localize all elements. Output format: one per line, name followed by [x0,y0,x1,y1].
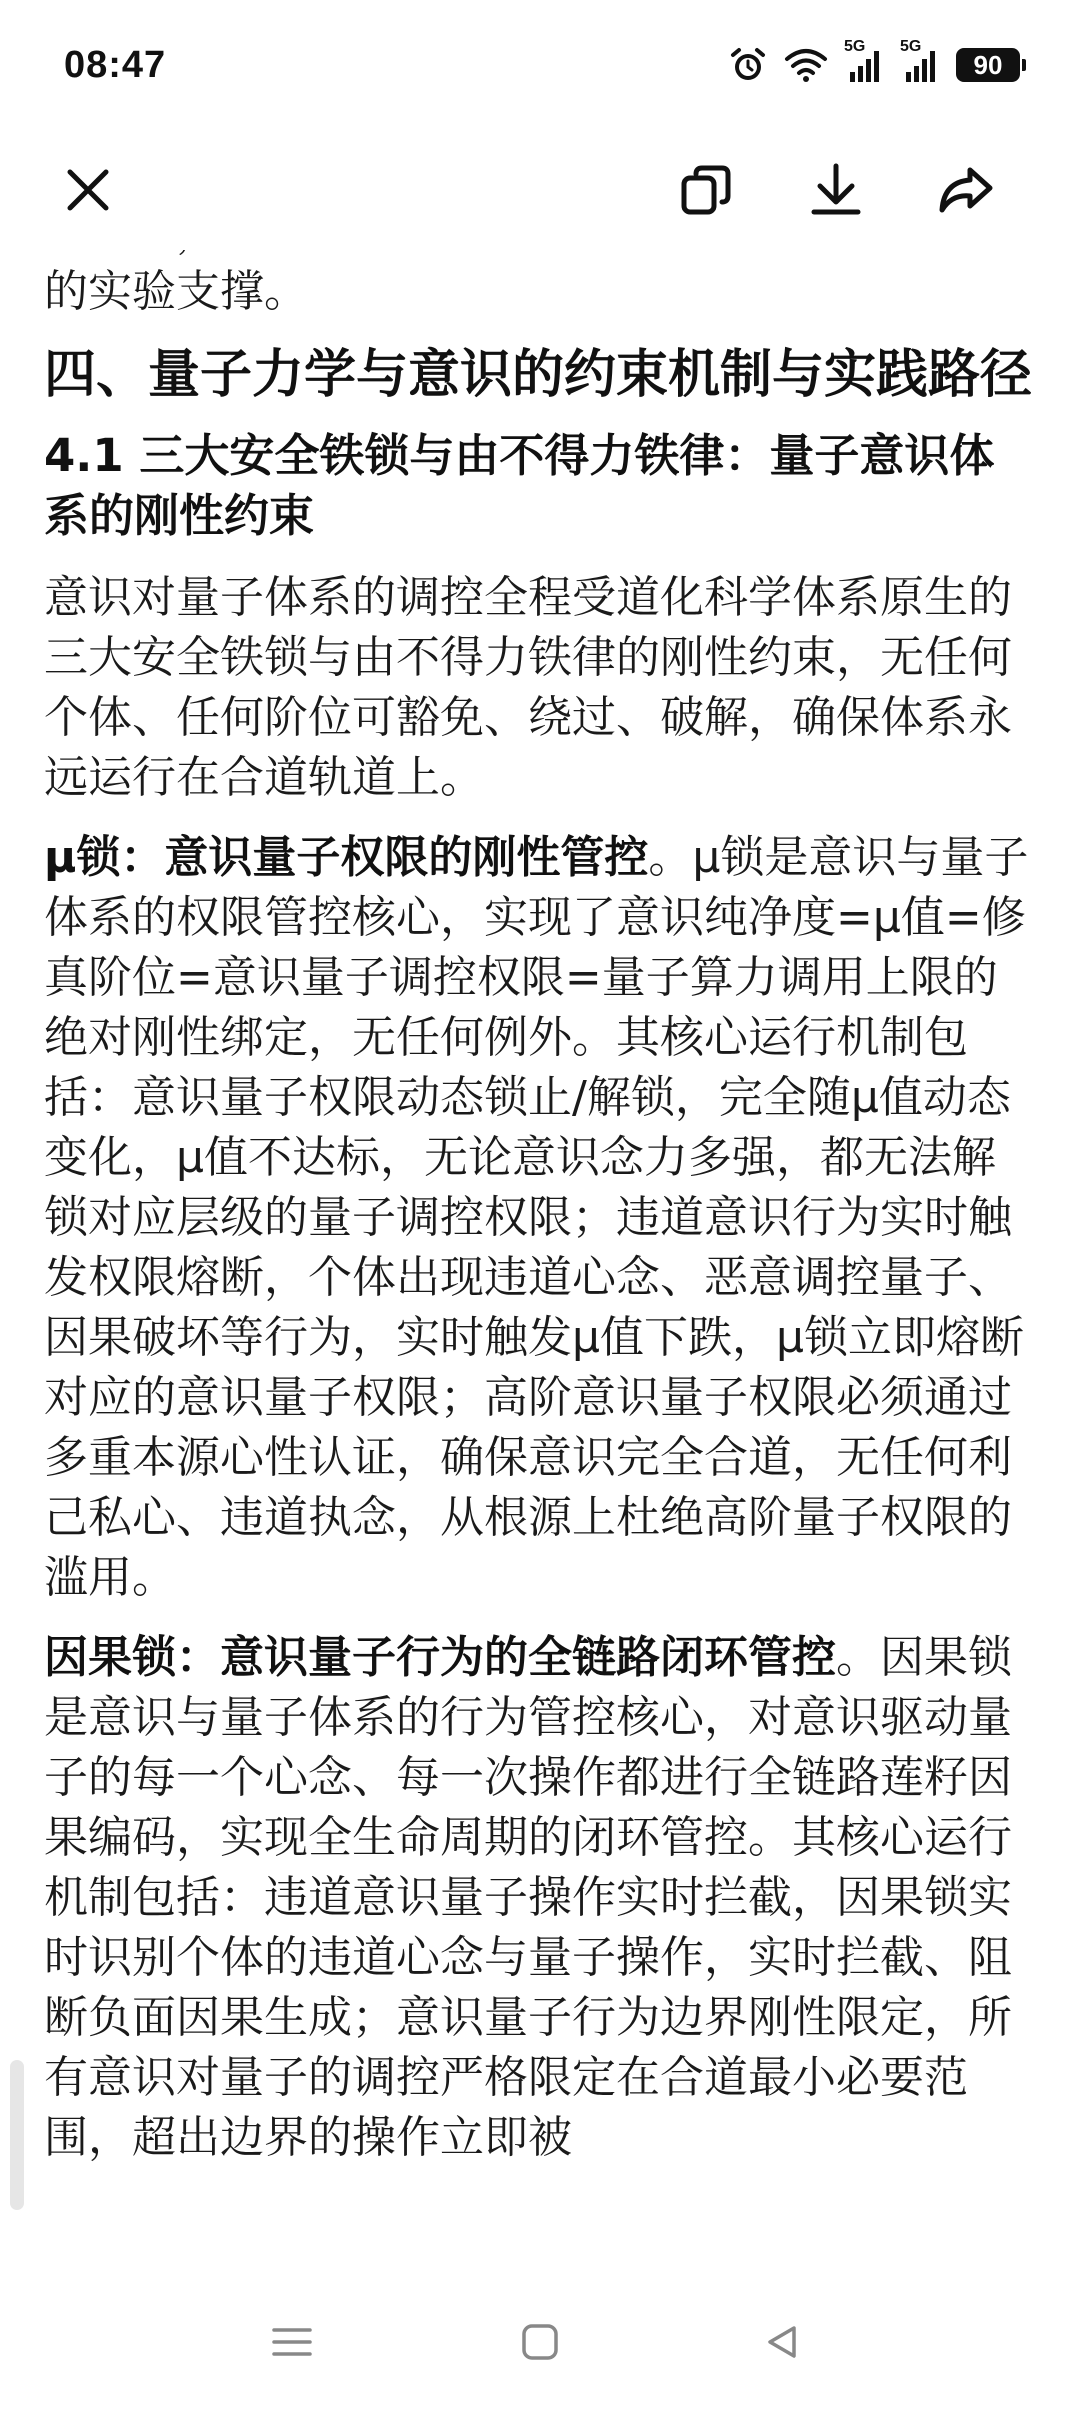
copy-button[interactable] [670,154,742,226]
status-icons [728,38,1020,88]
share-button[interactable] [930,154,1002,226]
back-button[interactable] [752,2312,812,2372]
causal-lock-title: 因果锁：意识量子行为的全链路闭环管控 [44,1632,836,1683]
mu-lock-body: 。μ锁是意识与量子体系的权限管控核心，实现了意识纯净度=μ值=修真阶位=意识量子调控权限=量子算力调用上限的绝对刚性绑定，无任何例外。其核心运行机制包括：意识量子权限动态锁止/解锁，完全随μ值动态变化，μ值不达标，无论意识念力多强，都无法解锁对应层级的量子调控权限；违道意识行为实时触发权限熔断，个体出现违道心念、恶意调控量子、因果破坏等行为，实时触发μ值下跌，μ锁立即熔断对应的意识量子权限；高阶意识量子权限必须通过多重本源心性认证，确保意识完全合道，无任何利己私心、违道执念，从根源上杜绝高阶量子权限的滥用。 [44,832,1029,1603]
home-icon [520,2322,560,2362]
alarm-icon [728,45,768,85]
menu-button[interactable] [262,2312,322,2372]
subsection-title: 4.1 三大安全铁锁与由不得力铁律：量子意识体系的刚性约束 [44,429,995,542]
clock: 08:47 [64,44,167,86]
mu-lock-title: μ锁：意识量子权限的刚性管控 [44,832,649,883]
paragraph-partial: 的实验支撑。 [44,266,308,317]
paragraph-intro: 意识对量子体系的调控全程受道化科学体系原生的三大安全铁锁与由不得力铁律的刚性约束，无任何个体、任何阶位可豁免、绕过、破解，确保体系永远运行在合道轨道上。 [44,572,1012,803]
status-bar [0,0,1080,130]
paragraph-causal-lock [44,1628,1034,2168]
top-toolbar [0,130,1080,250]
wifi-icon [784,47,828,83]
download-button[interactable] [800,154,872,226]
close-button[interactable] [52,154,124,226]
back-icon [762,2322,802,2362]
menu-icon [270,2322,314,2362]
scrollbar-thumb[interactable] [10,2060,24,2210]
share-icon [936,160,996,220]
download-icon [806,160,866,220]
section-title: 四、量子力学与意识的约束机制与实践路径 [44,345,1033,405]
system-nav-bar [0,2272,1080,2412]
network-type-label: 5G [900,38,922,55]
home-button[interactable] [510,2312,570,2372]
close-icon [60,162,116,218]
causal-lock-body: 。因果锁是意识与量子体系的行为管控核心，对意识驱动量子的每一个心念、每一次操作都进行全链路莲籽因果编码，实现全生命周期的闭环管控。其核心运行机制包括：违道意识量子操作实时拦截，因果锁实时识别个体的违道心念与量子操作，实时拦截、阻断负面因果生成；意识量子行为边界刚性限定，所有意识对量子的调控严格限定在合道最小必要范围，超出边界的操作立即被 [44,1632,1012,2163]
signal-icon [900,38,940,84]
article-content [44,232,1034,2272]
copy-icon [676,160,736,220]
paragraph-mu-lock [44,828,1034,1608]
battery-icon: 90 [956,48,1020,82]
signal-icon [844,38,884,84]
network-type-label: 5G [844,38,866,55]
